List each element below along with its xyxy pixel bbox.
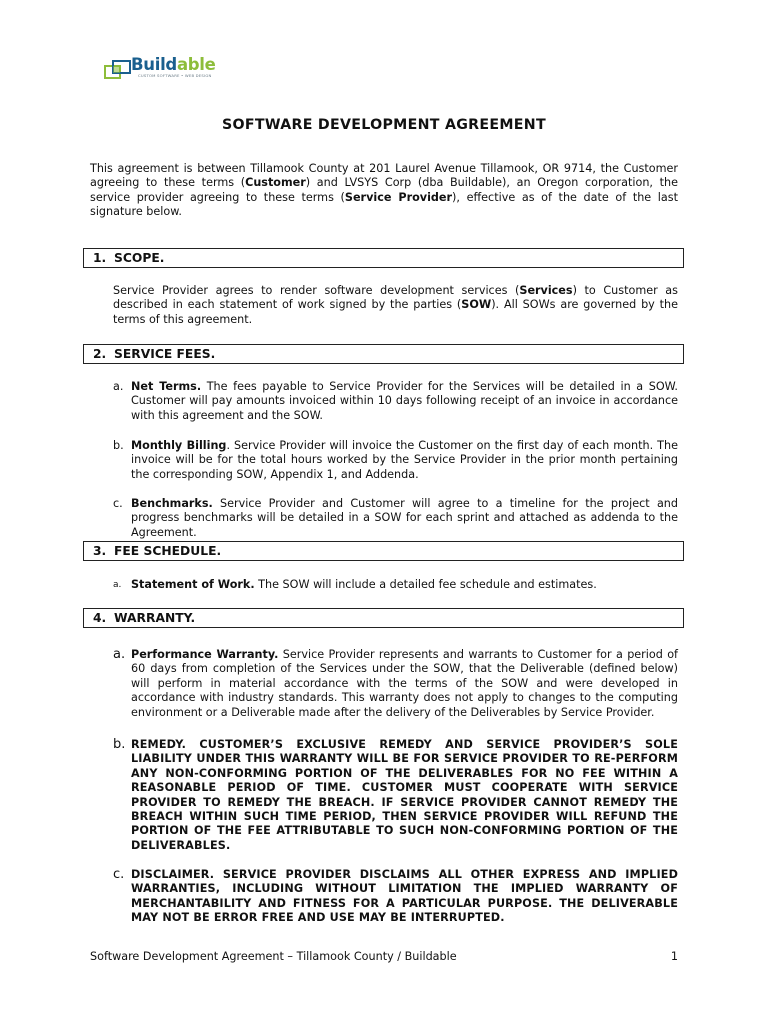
page-number: 1 [670, 950, 678, 963]
document-title: SOFTWARE DEVELOPMENT AGREEMENT [222, 117, 546, 133]
logo-wordmark: Buildable [131, 55, 216, 74]
section-heading-service-fees: 2. SERVICE FEES. [83, 344, 684, 364]
list-item-monthly-billing: b. Monthly Billing. Service Provider will invoice the Customer on the first day of each month. The invoice will be for the total hours worked by the Service Provider in the prior month pertaining the corresponding SOW, Appendix 1, and Addenda. [113, 439, 678, 481]
footer-text: Software Development Agreement – Tillamook County / Buildable [90, 950, 457, 963]
section-heading-warranty: 4. WARRANTY. [83, 608, 684, 628]
list-item-performance-warranty: a. Performance Warranty. Service Provider represents and warrants to Customer for a period of 60 days from completion of the Services under the SOW, that the Deliverable (defined below) will perform in material accordance with the terms of the SOW and were developed in accordance with industry standards. This warranty does not apply to changes to the computing environment or a Deliverable made after the delivery of the Deliverables by Service Provider. [113, 647, 678, 719]
section-heading-fee-schedule: 3. FEE SCHEDULE. [83, 541, 684, 561]
section-heading-scope: 1. SCOPE. [83, 248, 684, 268]
list-item-benchmarks: c. Benchmarks. Service Provider and Customer will agree to a timeline for the project and progress benchmarks will be detailed in a SOW for each sprint and attached as addenda to the Agreement. [113, 497, 678, 539]
list-item-remedy: b. REMEDY. CUSTOMER’S EXCLUSIVE REMEDY AND SERVICE PROVIDER’S SOLE LIABILITY UNDER THIS WARRANTY WILL BE FOR SERVICE PROVIDER TO RE-PERFORM ANY NON-CONFORMING PORTION OF THE DELIVERABLES FOR NO FEE WITHIN A REASONABLE PERIOD OF TIME. CUSTOMER MUST COOPERATE WITH SERVICE PROVIDER TO REMEDY THE BREACH. IF SERVICE PROVIDER CANNOT REMEDY THE BREACH WITHIN SUCH TIME PERIOD, THEN SERVICE PROVIDER WILL REFUND THE PORTION OF THE FEE ATTRIBUTABLE TO SUCH NON-CONFORMING PORTION OF THE DELIVERABLES. [113, 737, 678, 852]
logo-mark-icon [104, 59, 134, 81]
scope-paragraph: Service Provider agrees to render software development services (Services) to Customer as described in each statement of work signed by the parties (SOW). All SOWs are governed by the terms of this agreement. [113, 284, 679, 326]
list-item-disclaimer: c. DISCLAIMER. SERVICE PROVIDER DISCLAIMS ALL OTHER EXPRESS AND IMPLIED WARRANTIES, INCLUDING WITHOUT LIMITATION THE IMPLIED WARRANTY OF MERCHANTABILITY AND FITNESS FOR A PARTICULAR PURPOSE. THE DELIVERABLE MAY NOT BE ERROR FREE AND USE MAY BE INTERRUPTED. [113, 867, 678, 925]
intro-paragraph: This agreement is between Tillamook County at 201 Laurel Avenue Tillamook, OR 9714, the Customer agreeing to these terms (Customer) and LVSYS Corp (dba Buildable), an Oregon corporation, the service provider agreeing to these terms (Service Provider), effective as of the date of the last signature below. [90, 162, 678, 219]
page-footer [90, 950, 678, 964]
logo-tagline: CUSTOM SOFTWARE • WEB DESIGN [138, 73, 212, 78]
list-item-statement-of-work: a. Statement of Work. The SOW will include a detailed fee schedule and estimates. [113, 578, 597, 591]
list-item-net-terms: a. Net Terms. The fees payable to Service Provider for the Services will be detailed in a SOW. Customer will pay amounts invoiced within 10 days following receipt of an invoice in accordance with this agreement and the SOW. [113, 380, 678, 422]
buildable-logo [104, 56, 224, 82]
